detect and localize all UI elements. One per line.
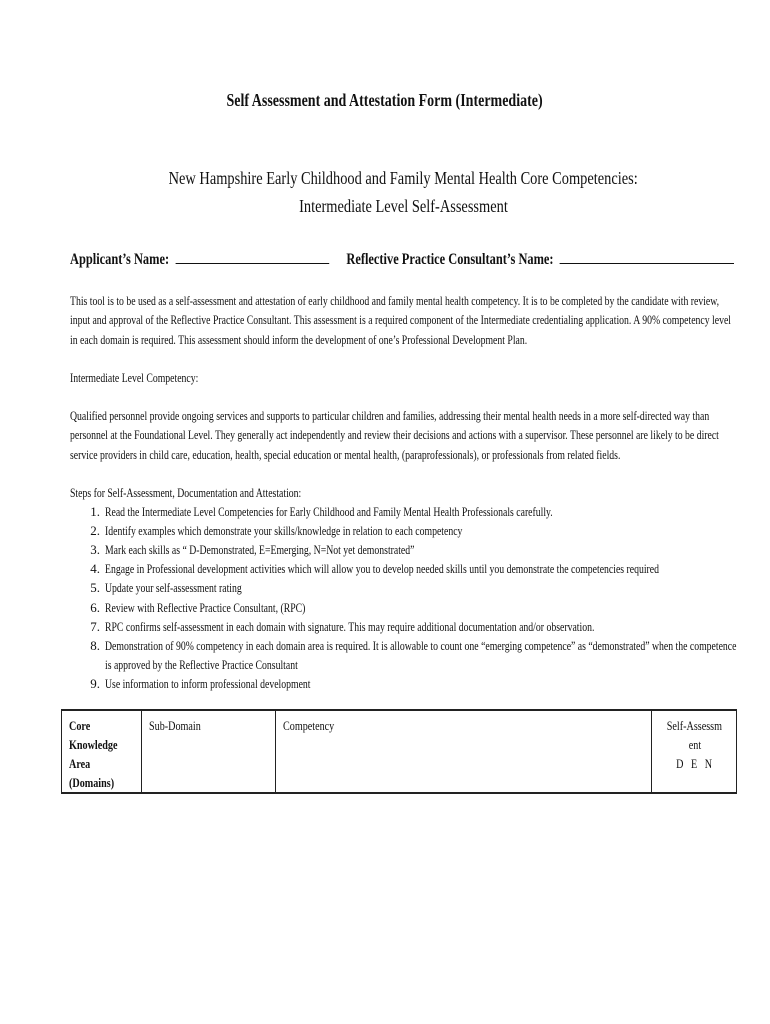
list-item: 2. Identify examples which demonstrate your skills/knowledge in relation to each competency [90, 523, 463, 539]
list-item: 5. Update your self-assessment rating [90, 580, 242, 596]
header-sub-domain: Sub-Domain [141, 710, 275, 793]
header-self-assessment: Self-Assessm ent D E N [652, 710, 737, 793]
intro-paragraph: This tool is to be used as a self-assessment and attestation of early childhood and family mental health competency. It is to be completed by the candidate with review, input and approval of the Reflective Practice Consultant. This assessment is a required component of the Intermediate credentialing application. A 90% competency level in each domain is required. This assessment should inform the development of one’s Professional Development Plan. [70, 293, 731, 347]
steps-heading: Steps for Self-Assessment, Documentation and Attestation: [70, 485, 302, 500]
list-item: 8. Demonstration of 90% competency in each domain area is required. It is allowable to count one “emerging competence” as “demonstrated” when the competence [90, 637, 737, 653]
list-item: 9. Use information to inform professional development [90, 675, 311, 691]
list-item: 1. Read the Intermediate Level Competencies for Early Childhood and Family Mental Health Professionals carefully. [90, 504, 553, 520]
subtitle-line-1: New Hampshire Early Childhood and Family Mental Health Core Competencies: [168, 168, 638, 188]
table-header-row [62, 710, 737, 793]
list-item-continuation: is approved by the Reflective Practice Consultant [105, 656, 298, 672]
list-item: 6. Review with Reflective Practice Consultant, (RPC) [90, 599, 306, 615]
list-item: 4. Engage in Professional development activities which will allow you to develop needed skills until you demonstrate the competencies required [90, 561, 659, 577]
applicant-name-label: Applicant’s Name: [70, 251, 170, 268]
list-item: 3. Mark each skills as “ D-Demonstrated, E=Emerging, N=Not yet demonstrated” [90, 542, 415, 558]
form-title: Self Assessment and Attestation Form (Intermediate) [226, 90, 544, 110]
list-item: 7. RPC confirms self-assessment in each domain with signature. This may require additional documentation and/or observation. [90, 618, 595, 634]
header-core-knowledge-area: Core Knowledge Area (Domains) [62, 710, 142, 793]
rpc-name-label: Reflective Practice Consultant’s Name: [346, 251, 554, 268]
level-paragraph: Qualified personnel provide ongoing services and supports to particular children and families, addressing their mental health needs in a more self-directed way than personnel at the Foundational Level. They generally act independently and review their decisions and actions with a supervisor. These personnel are likely to be direct service providers in child care, education, health, special education or mental health, (paraprofessionals), or professionals from related fields. [70, 408, 719, 462]
level-heading: Intermediate Level Competency: [70, 370, 199, 385]
applicant-name-field[interactable] [175, 249, 329, 264]
names-row [70, 249, 770, 269]
competency-table [61, 709, 737, 794]
steps-list [70, 483, 737, 693]
header-competency: Competency [275, 710, 652, 793]
subtitle-line-2: Intermediate Level Self-Assessment [298, 196, 508, 216]
rpc-name-field[interactable] [560, 249, 734, 264]
